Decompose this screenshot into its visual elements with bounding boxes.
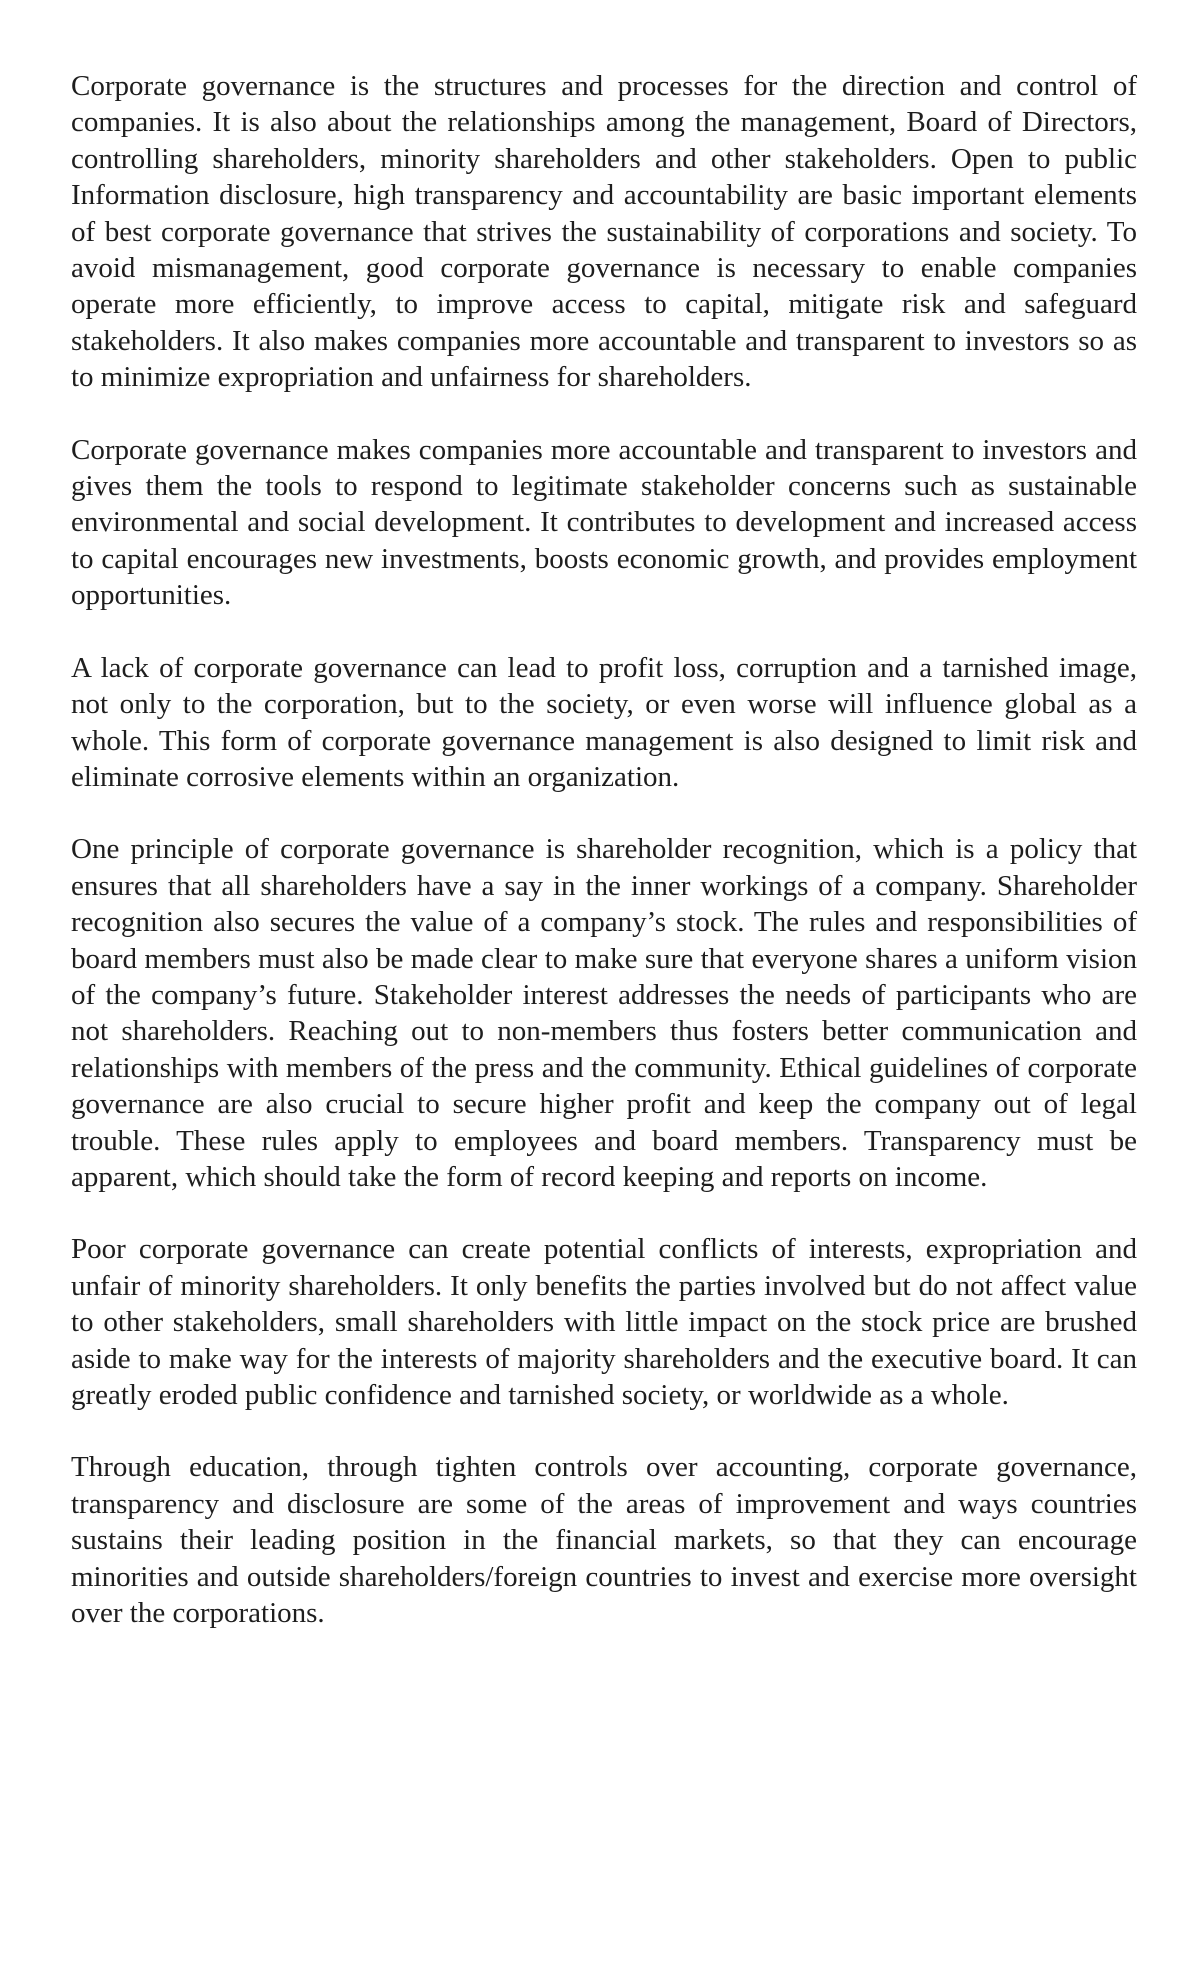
paragraph-lack-of-governance: A lack of corporate governance can lead to profit loss, corruption and a tarnished image, not only to the corporation, but to the society, or even worse will influence global as a whole. This form of corporate governance management is also designed to limit risk and eliminate corrosive elements within an organization.	[71, 651, 1137, 793]
paragraph-improvement: Through education, through tighten controls over accounting, corporate governance, transparency and disclosure are some of the areas of improvement and ways countries sustains their leading position in the financial markets, so that they can encourage minorities and outside shareholders/foreign countries to invest and exercise more oversight over the corporations.	[71, 1451, 1137, 1630]
paragraph-accountability: Corporate governance makes companies more accountable and transparent to investors and gives them the tools to respond to legitimate stakeholder concerns such as sustainable environmental and social development. It contributes to development and increased access to capital encourages new investments, boosts economic growth, and provides employment opportunities.	[71, 433, 1137, 612]
paragraph-definition: Corporate governance is the structures and processes for the direction and control of companies. It is also about the relationships among the management, Board of Directors, controlling shareholders, minority shareholders and other stakeholders. Open to public Information disclosure, high transparency and accountability are basic important elements of best corporate governance that strives the sustainability of corporations and society. To avoid mismanagement, good corporate governance is necessary to enable companies operate more efficiently, to improve access to capital, mitigate risk and safeguard stakeholders. It also makes companies more accountable and transparent to investors so as to minimize expropriation and unfairness for shareholders.	[71, 70, 1137, 394]
paragraph-principles: One principle of corporate governance is shareholder recognition, which is a policy that ensures that all shareholders have a say in the inner workings of a company. Shareholder recognition also secures the value of a company’s stock. The rules and responsibilities of board members must also be made clear to make sure that everyone shares a uniform vision of the company’s future. Stakeholder interest addresses the needs of participants who are not shareholders. Reaching out to non-members thus fosters better communication and relationships with members of the press and the community. Ethical guidelines of corporate governance are also crucial to secure higher profit and keep the company out of legal trouble. These rules apply to employees and board members. Transparency must be apparent, which should take the form of record keeping and reports on income.	[71, 833, 1137, 1193]
document-page	[71, 68, 1137, 1631]
paragraph-poor-governance: Poor corporate governance can create potential conflicts of interests, expropriation and unfair of minority shareholders. It only benefits the parties involved but do not affect value to other stakeholders, small shareholders with little impact on the stock price are brushed aside to make way for the interests of majority shareholders and the executive board. It can greatly eroded public confidence and tarnished society, or worldwide as a whole.	[71, 1233, 1137, 1411]
